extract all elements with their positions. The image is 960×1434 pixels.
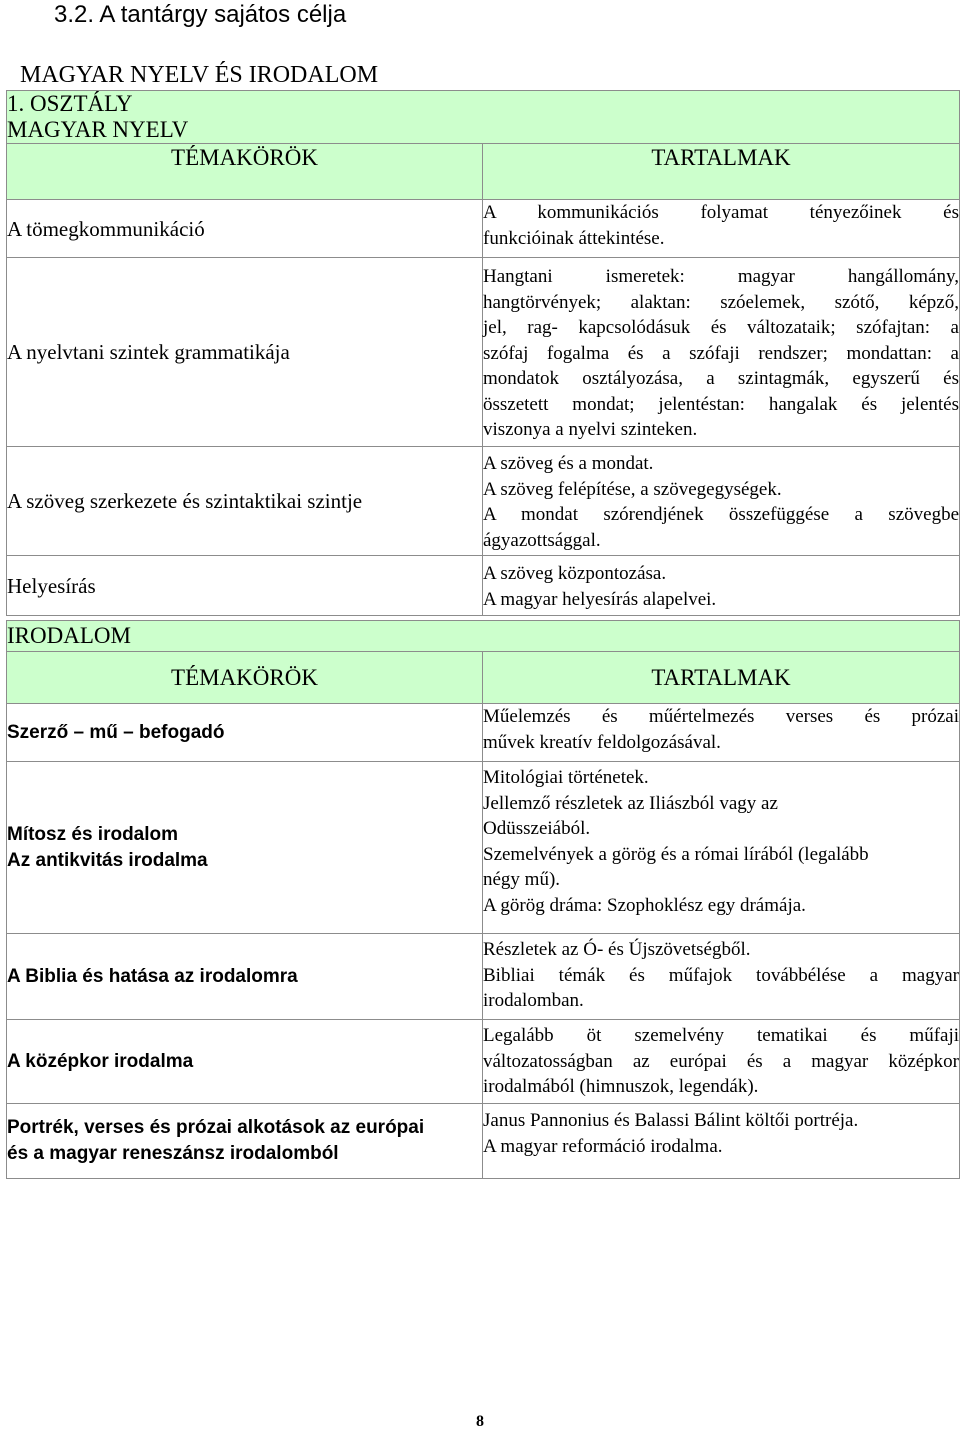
topic-cell: A Biblia és hatása az irodalomra [7, 934, 483, 1020]
content-cell [483, 556, 960, 616]
topic-cell: A tömegkommunikáció [7, 200, 483, 258]
content-line: szófaj fogalma és a szófaji rendszer; mondattan: a [483, 342, 959, 364]
content-line: összetett mondat; jelentéstan: hangalak és jelentés [483, 393, 959, 415]
nyelv-header-row [7, 144, 960, 200]
content-line: A magyar reformáció irodalma. [483, 1135, 723, 1157]
topic-cell: Helyesírás [7, 556, 483, 616]
irodalom-header-row [7, 652, 960, 704]
content-line: művek kreatív feldolgozásával. [483, 731, 721, 753]
content-cell [483, 1020, 960, 1104]
topic-line: Az antikvitás irodalma [7, 849, 208, 871]
content-line: funkcióinak áttekintése. [483, 227, 665, 249]
content-line: változatosságban az európai és a magyar középkor [483, 1050, 960, 1072]
table-row [7, 704, 960, 762]
content-line: Odüsszeiából. [483, 818, 591, 839]
content-line: viszonya a nyelvi szinteken. [483, 419, 698, 440]
content-cell [483, 447, 960, 556]
nyelv-title-row [7, 91, 960, 144]
content-line: A szöveg központozása. [483, 563, 667, 584]
content-line: Szemelvények a görög és a római lírából (legalább [483, 843, 869, 865]
topic-cell [7, 762, 483, 934]
topic-cell [7, 1104, 483, 1179]
content-line: Legalább öt szemelvény tematikai és műfaji [483, 1025, 960, 1046]
topic-cell: A középkor irodalma [7, 1020, 483, 1104]
table-row [7, 1020, 960, 1104]
document-title: MAGYAR NYELV ÉS IRODALOM [20, 62, 379, 88]
topic-cell: A nyelvtani szintek grammatikája [7, 258, 483, 447]
content-line: irodalomban. [483, 990, 584, 1011]
content-line: ágyazottsággal. [483, 529, 601, 551]
topic-cell: A szöveg szerkezete és szintaktikai szintje [7, 447, 483, 556]
content-line: jel, rag- kapcsolódásuk és változataik; szófajtan: a [483, 317, 959, 338]
content-cell [483, 258, 960, 447]
table-row [7, 258, 960, 447]
content-cell [483, 200, 960, 258]
content-line: Bibliai témák és műfajok továbbélése a magyar [483, 964, 960, 986]
content-line: Hangtani ismeretek: magyar hangállomány, [483, 266, 959, 287]
content-line: A szöveg és a mondat. [483, 453, 654, 474]
content-cell [483, 1104, 960, 1179]
content-line: Jellemző részletek az Iliászból vagy az [483, 792, 778, 814]
nyelv-title: MAGYAR NYELV [7, 117, 189, 142]
table-row [7, 934, 960, 1020]
topic-line: Portrék, verses és prózai alkotások az európai [7, 1117, 425, 1138]
content-line: hangtörvények; alaktan: szóelemek, szótő, képző, [483, 291, 959, 313]
content-line: Műelemzés és műértelmezés verses és prózai [483, 706, 960, 727]
table-row [7, 556, 960, 616]
page-number: 8 [476, 1413, 484, 1430]
nyelv-table [6, 90, 960, 616]
content-line: Részletek az Ó- és Újszövetségből. [483, 939, 751, 960]
content-cell [483, 762, 960, 934]
table-row [7, 762, 960, 934]
content-line: négy mű). [483, 869, 561, 890]
irodalom-title-row [7, 621, 960, 652]
content-line: A mondat szórendjének összefüggése a szövegbe [483, 504, 959, 525]
content-cell [483, 704, 960, 762]
grade-label: 1. OSZTÁLY [7, 91, 133, 116]
content-line: A magyar helyesírás alapelvei. [483, 588, 717, 610]
table-row [7, 447, 960, 556]
content-line: A szöveg felépítése, a szövegegységek. [483, 478, 782, 500]
irodalom-title: IRODALOM [7, 621, 960, 652]
irodalom-table [6, 620, 960, 1179]
table-row [7, 200, 960, 258]
content-line: irodalmából (himnuszok, legendák). [483, 1076, 759, 1097]
topic-line: és a magyar reneszánsz irodalomból [7, 1143, 339, 1164]
content-line: Mitológiai történetek. [483, 767, 649, 788]
topic-line: Mítosz és irodalom [7, 823, 179, 845]
nyelv-title-cell [7, 91, 960, 144]
irodalom-header-contents: TARTALMAK [483, 652, 960, 704]
table-row [7, 1104, 960, 1179]
topic-cell: Szerző – mű – befogadó [7, 704, 483, 762]
nyelv-header-topics: TÉMAKÖRÖK [7, 144, 483, 200]
content-line: A kommunikációs folyamat tényezőinek és [483, 202, 959, 223]
irodalom-header-topics: TÉMAKÖRÖK [7, 652, 483, 704]
section-heading: 3.2. A tantárgy sajátos célja [54, 1, 347, 28]
content-line: A görög dráma: Szophoklész egy drámája. [483, 894, 806, 916]
content-line: mondatok osztályozása, a szintagmák, egyszerű és [483, 368, 959, 389]
content-cell [483, 934, 960, 1020]
content-line: Janus Pannonius és Balassi Bálint költői portréja. [483, 1110, 859, 1131]
nyelv-header-contents: TARTALMAK [483, 144, 960, 200]
